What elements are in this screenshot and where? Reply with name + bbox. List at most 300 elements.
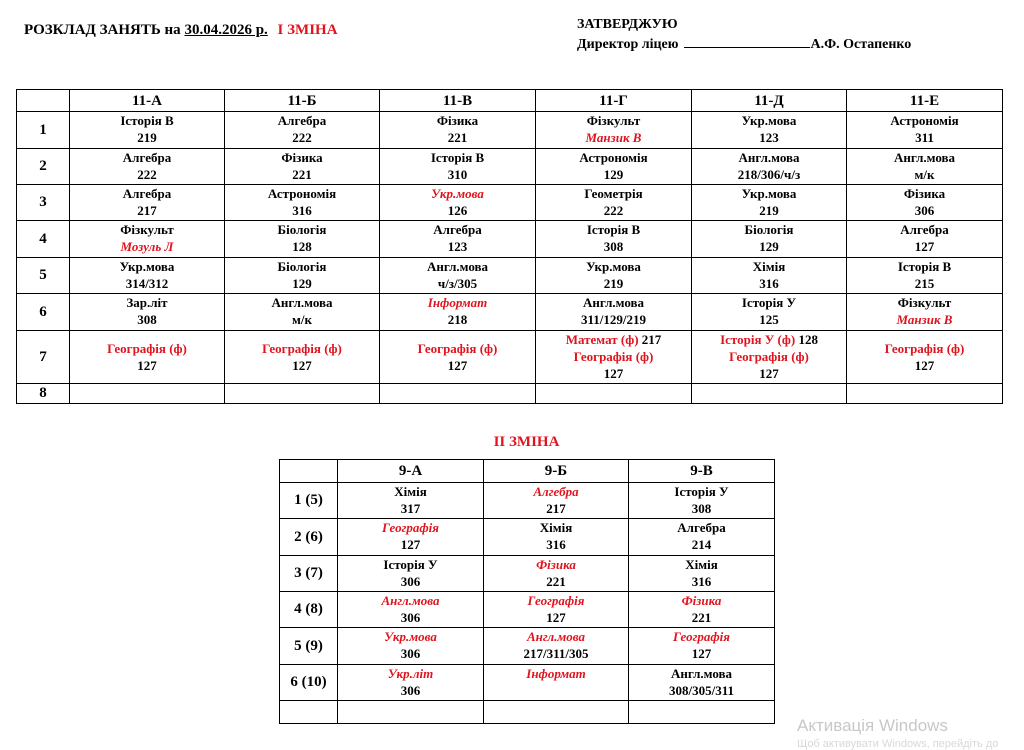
lesson-cell (847, 384, 1003, 404)
lesson-cell (692, 221, 847, 258)
subject-name: Математ (ф) (565, 332, 639, 347)
cell-line-text: 125 (759, 312, 779, 327)
cell-line-text: ч/з/305 (437, 276, 478, 291)
cell-line (70, 202, 224, 219)
lesson-row (17, 149, 1003, 185)
cell-line-text: 222 (292, 130, 312, 145)
lesson-cell (484, 665, 629, 701)
windows-activation-subtext: Щоб активувати Windows, перейдіть до (797, 738, 999, 750)
cell-line (380, 357, 535, 374)
cell-line (536, 275, 691, 292)
cell-line (484, 519, 628, 536)
lesson-cell (338, 519, 484, 556)
cell-line (70, 129, 224, 146)
cell-line-text: Географія (ф) (573, 349, 654, 364)
cell-line (70, 166, 224, 183)
cell-line-text: 217 (137, 203, 157, 218)
subject-name: Укр.мова (741, 113, 797, 128)
lesson-row (280, 556, 775, 592)
cell-line (70, 238, 224, 255)
approval-line (577, 35, 911, 55)
lesson-cell (225, 294, 380, 331)
subject-name: Зар.літ (126, 295, 168, 310)
cell-line (380, 340, 535, 357)
class-header: 11-Б (225, 90, 380, 112)
cell-line (692, 331, 846, 348)
cell-line (380, 294, 535, 311)
cell-line (484, 645, 628, 662)
lesson-cell (484, 701, 629, 724)
cell-line-text: 127 (447, 358, 468, 373)
cell-line (536, 365, 691, 382)
cell-line (536, 129, 691, 146)
lesson-cell (225, 185, 380, 221)
cell-line (847, 357, 1002, 374)
cell-line (536, 348, 691, 365)
class-header: 9-Б (484, 460, 629, 483)
subject-name: Алгебра (122, 150, 172, 165)
lesson-cell (536, 294, 692, 331)
subject-name: Історія У (383, 557, 438, 572)
subject-name: Астрономія (890, 113, 959, 128)
cell-line-text: 214 (691, 537, 712, 552)
cell-line (338, 645, 483, 662)
cell-line (225, 238, 379, 255)
subject-name: Географія (673, 629, 730, 644)
subject-name: Географія (ф) (262, 341, 342, 356)
cell-line-text: 311/129/219 (580, 312, 646, 327)
cell-line (692, 258, 846, 275)
cell-line (338, 573, 483, 590)
subject-name: Геометрія (584, 186, 643, 201)
lesson-cell (692, 384, 847, 404)
cell-line (536, 221, 691, 238)
cell-line (225, 357, 379, 374)
cell-line-text: 308 (137, 312, 157, 327)
lesson-number: 1 (5) (280, 483, 338, 519)
cell-line (536, 149, 691, 166)
subject-name: Англ.мова (670, 666, 733, 681)
lesson-cell (629, 701, 775, 724)
cell-line (847, 185, 1002, 202)
cell-line (484, 500, 628, 517)
subject-name: Англ.мова (893, 150, 956, 165)
cell-line (338, 536, 483, 553)
cell-line (484, 609, 628, 626)
cell-line (380, 185, 535, 202)
cell-line (380, 258, 535, 275)
cell-line (847, 166, 1002, 183)
schedule-date: 30.04.2026 р. (184, 22, 268, 38)
cell-line (225, 202, 379, 219)
cell-line (847, 202, 1002, 219)
cell-line (225, 166, 379, 183)
cell-line (70, 311, 224, 328)
shift2-header-row (280, 460, 775, 483)
cell-line-text: 127 (914, 239, 935, 254)
cell-line-text: 306 (400, 610, 421, 625)
lesson-number (280, 701, 338, 724)
cell-line-text: 127 (691, 646, 712, 661)
cell-line (536, 185, 691, 202)
lesson-cell (847, 331, 1003, 384)
cell-line (536, 238, 691, 255)
cell-line (629, 682, 774, 699)
cell-line-text: 316 (759, 276, 779, 291)
cell-line-text: 126 (447, 203, 468, 218)
cell-line (338, 519, 483, 536)
cell-line (225, 112, 379, 129)
cell-line (338, 483, 483, 500)
cell-line (692, 185, 846, 202)
cell-line-text: 219 (603, 276, 624, 291)
shift1-header-row (17, 90, 1003, 112)
cell-line (847, 149, 1002, 166)
subject-name: Географія (527, 593, 585, 608)
lesson-cell (338, 483, 484, 519)
lesson-cell (225, 258, 380, 294)
lesson-cell (225, 384, 380, 404)
cell-line (380, 202, 535, 219)
cell-line (847, 275, 1002, 292)
cell-line-text: 306 (400, 646, 421, 661)
cell-line (484, 536, 628, 553)
lesson-cell (70, 149, 225, 185)
cell-line (484, 483, 628, 500)
cell-line (338, 628, 483, 645)
cell-line (338, 682, 483, 699)
subject-name: Англ.мова (426, 259, 489, 274)
cell-line-text: 129 (603, 167, 624, 182)
cell-line (225, 275, 379, 292)
cell-line (692, 149, 846, 166)
subject-name: Історія В (430, 150, 485, 165)
cell-line (629, 500, 774, 517)
lesson-row (280, 483, 775, 519)
cell-line (629, 628, 774, 645)
subject-name: Англ.мова (381, 593, 440, 608)
subject-name: Хімія (394, 484, 427, 499)
lesson-row (17, 112, 1003, 149)
subject-name: Історія У (ф) (720, 332, 796, 347)
cell-line (847, 311, 1002, 328)
subject-name: Географія (382, 520, 439, 535)
cell-line (847, 112, 1002, 129)
lesson-cell (484, 483, 629, 519)
cell-line-text: 127 (759, 366, 779, 381)
cell-line-text: Географія (ф) (729, 349, 809, 364)
shift1-schedule-table (16, 89, 1003, 404)
subject-name: Хімія (685, 557, 718, 572)
lesson-cell (847, 294, 1003, 331)
subject-name: Фізкульт (586, 113, 641, 128)
cell-line-text: 217 (546, 501, 566, 516)
approval-role: Директор ліцею (577, 37, 679, 52)
lesson-cell (536, 221, 692, 258)
cell-line-text: 127 (914, 358, 935, 373)
lesson-cell (70, 384, 225, 404)
subject-name: Астрономія (579, 150, 648, 165)
lesson-cell (225, 221, 380, 258)
lesson-number: 5 (17, 258, 70, 294)
subject-name: Англ.мова (738, 150, 800, 165)
cell-line (629, 609, 774, 626)
lesson-row (17, 258, 1003, 294)
lesson-row (280, 628, 775, 665)
lesson-cell (692, 112, 847, 149)
cell-line (692, 348, 846, 365)
cell-line (692, 275, 846, 292)
lesson-number: 7 (17, 331, 70, 384)
lesson-row (17, 185, 1003, 221)
subject-name: Фізика (536, 557, 576, 572)
cell-line (536, 294, 691, 311)
cell-line (225, 311, 379, 328)
cell-line-text: 218/306/ч/з (737, 167, 801, 182)
cell-line (847, 294, 1002, 311)
lesson-cell (847, 221, 1003, 258)
cell-line-text: 217/311/305 (523, 646, 589, 661)
cell-line (225, 294, 379, 311)
subject-name: Укр.мова (384, 629, 437, 644)
cell-line (847, 129, 1002, 146)
cell-line-text: 222 (603, 203, 624, 218)
cell-line-text: 127 (603, 366, 624, 381)
subject-name: Укр.літ (387, 666, 434, 681)
lesson-cell (380, 384, 536, 404)
lesson-number: 8 (17, 384, 70, 404)
lesson-cell (380, 112, 536, 149)
cell-line-text: 221 (292, 167, 312, 182)
lesson-cell (847, 185, 1003, 221)
cell-line-text: 306 (400, 683, 421, 698)
cell-line (380, 221, 535, 238)
cell-line-text: 316 (546, 537, 566, 552)
cell-line (225, 258, 379, 275)
lesson-number: 2 (6) (280, 519, 338, 556)
class-header: 11-Г (536, 90, 692, 112)
subject-name: Укр.мова (741, 186, 797, 201)
lesson-cell (536, 185, 692, 221)
subject-name: Укр.мова (586, 259, 641, 274)
cell-line (338, 609, 483, 626)
subject-name: Історія У (674, 484, 729, 499)
lesson-cell (338, 592, 484, 628)
cell-line (225, 221, 379, 238)
cell-line (484, 628, 628, 645)
subject-name: Фізика (903, 186, 946, 201)
subject-name: Укр.мова (431, 186, 484, 201)
subject-name: Хімія (752, 259, 786, 274)
lesson-cell (70, 185, 225, 221)
cell-line (847, 238, 1002, 255)
cell-line (536, 202, 691, 219)
subject-name: Алгебра (533, 484, 579, 499)
cell-line (70, 258, 224, 275)
shift2-schedule-table (279, 459, 775, 724)
lesson-cell (692, 294, 847, 331)
lesson-cell (484, 556, 629, 592)
lesson-cell (70, 294, 225, 331)
cell-line-text: 306 (400, 574, 421, 589)
cell-line-text: 218 (447, 312, 468, 327)
subject-name: Хімія (539, 520, 573, 535)
cell-line (70, 275, 224, 292)
cell-line (629, 519, 774, 536)
lesson-number: 5 (9) (280, 628, 338, 665)
cell-line-text: 308 (603, 239, 624, 254)
subject-name: Англ.мова (582, 295, 645, 310)
lesson-cell (692, 331, 847, 384)
lesson-cell (338, 628, 484, 665)
cell-line-text: Манзик В (896, 312, 953, 327)
cell-line (380, 311, 535, 328)
cell-line (380, 149, 535, 166)
lesson-row (280, 592, 775, 628)
subject-name: Алгебра (122, 186, 172, 201)
approval-block (577, 15, 911, 55)
lesson-cell (536, 384, 692, 404)
subject-name: Алгебра (433, 222, 482, 237)
cell-line-text: 127 (292, 358, 312, 373)
subject-name: Алгебра (900, 222, 949, 237)
cell-line (484, 592, 628, 609)
lesson-cell (380, 258, 536, 294)
subject-name: Географія (ф) (884, 341, 965, 356)
subject-name: Біологія (744, 222, 794, 237)
cell-line (70, 357, 224, 374)
cell-line (692, 112, 846, 129)
lesson-cell (225, 331, 380, 384)
cell-line (484, 556, 628, 573)
lesson-cell (380, 294, 536, 331)
lesson-cell (629, 628, 775, 665)
cell-line (629, 536, 774, 553)
cell-line-text: 215 (914, 276, 935, 291)
lesson-cell (380, 185, 536, 221)
cell-line-text: 311 (915, 130, 934, 145)
lesson-cell (380, 331, 536, 384)
cell-line-text: м/к (914, 167, 935, 182)
cell-line (484, 665, 628, 682)
lesson-row (280, 701, 775, 724)
cell-line (380, 129, 535, 146)
cell-line-text: 222 (137, 167, 157, 182)
lesson-cell (484, 519, 629, 556)
lesson-cell (629, 592, 775, 628)
lesson-cell (629, 483, 775, 519)
lesson-cell (692, 185, 847, 221)
lesson-cell (338, 556, 484, 592)
lesson-cell (70, 331, 225, 384)
subject-name: Астрономія (267, 186, 337, 201)
lesson-cell (692, 149, 847, 185)
cell-line (536, 166, 691, 183)
cell-line-text: 127 (400, 537, 421, 552)
title-prefix: РОЗКЛАД ЗАНЯТЬ на (24, 22, 181, 38)
schedule-title (24, 22, 338, 39)
subject-name: Географія (ф) (417, 341, 498, 356)
subject-name: Фізика (281, 150, 323, 165)
lesson-row (17, 331, 1003, 384)
cell-line (692, 365, 846, 382)
lesson-row (17, 221, 1003, 258)
class-header: 9-В (629, 460, 775, 483)
cell-line (380, 275, 535, 292)
subject-name: Історія У (741, 295, 797, 310)
lesson-row (17, 384, 1003, 404)
cell-line (225, 129, 379, 146)
subject-name: Алгебра (677, 520, 726, 535)
subject-name: Історія В (120, 113, 174, 128)
cell-line-text: 308/305/311 (668, 683, 734, 698)
cell-line (629, 592, 774, 609)
cell-line-text: 219 (759, 203, 779, 218)
subject-name: Фізкульт (897, 295, 952, 310)
subject-name: Фізика (681, 593, 722, 608)
cell-line-text: 310 (447, 167, 468, 182)
lesson-cell (70, 221, 225, 258)
cell-line (225, 185, 379, 202)
cell-line-text: 128 (292, 239, 312, 254)
lesson-number: 6 (10) (280, 665, 338, 701)
subject-name: Історія В (586, 222, 641, 237)
corner-cell (17, 90, 70, 112)
cell-line-text: 127 (137, 358, 157, 373)
lesson-row (280, 665, 775, 701)
cell-line-text: Мозуль Л (120, 239, 174, 254)
lesson-cell (847, 258, 1003, 294)
subject-name: Алгебра (277, 113, 327, 128)
cell-line-text: м/к (292, 312, 312, 327)
cell-line (847, 258, 1002, 275)
lesson-cell (70, 112, 225, 149)
cell-line (380, 166, 535, 183)
lesson-cell (484, 592, 629, 628)
cell-line (536, 258, 691, 275)
approval-title: ЗАТВЕРДЖУЮ (577, 17, 678, 32)
cell-line (70, 112, 224, 129)
lesson-cell (536, 258, 692, 294)
class-header: 11-А (70, 90, 225, 112)
cell-line-text: 306 (914, 203, 935, 218)
lesson-number: 2 (17, 149, 70, 185)
cell-line (629, 483, 774, 500)
cell-line (225, 340, 379, 357)
lesson-cell (847, 149, 1003, 185)
lesson-row (280, 519, 775, 556)
class-header: 9-А (338, 460, 484, 483)
cell-line (70, 185, 224, 202)
cell-line-text: 123 (759, 130, 779, 145)
cell-line (629, 556, 774, 573)
subject-name: Фізика (436, 113, 479, 128)
corner-cell (280, 460, 338, 483)
cell-line-text: 317 (400, 501, 421, 516)
cell-line (338, 500, 483, 517)
subject-name: Біологія (277, 259, 327, 274)
room-number: 128 (795, 332, 818, 347)
cell-line-text: 316 (292, 203, 312, 218)
subject-name: Англ.мова (271, 295, 333, 310)
lesson-cell (380, 221, 536, 258)
lesson-cell (70, 258, 225, 294)
cell-line (380, 238, 535, 255)
cell-line (70, 221, 224, 238)
cell-line (338, 556, 483, 573)
cell-line (629, 645, 774, 662)
room-number: 217 (638, 332, 662, 347)
